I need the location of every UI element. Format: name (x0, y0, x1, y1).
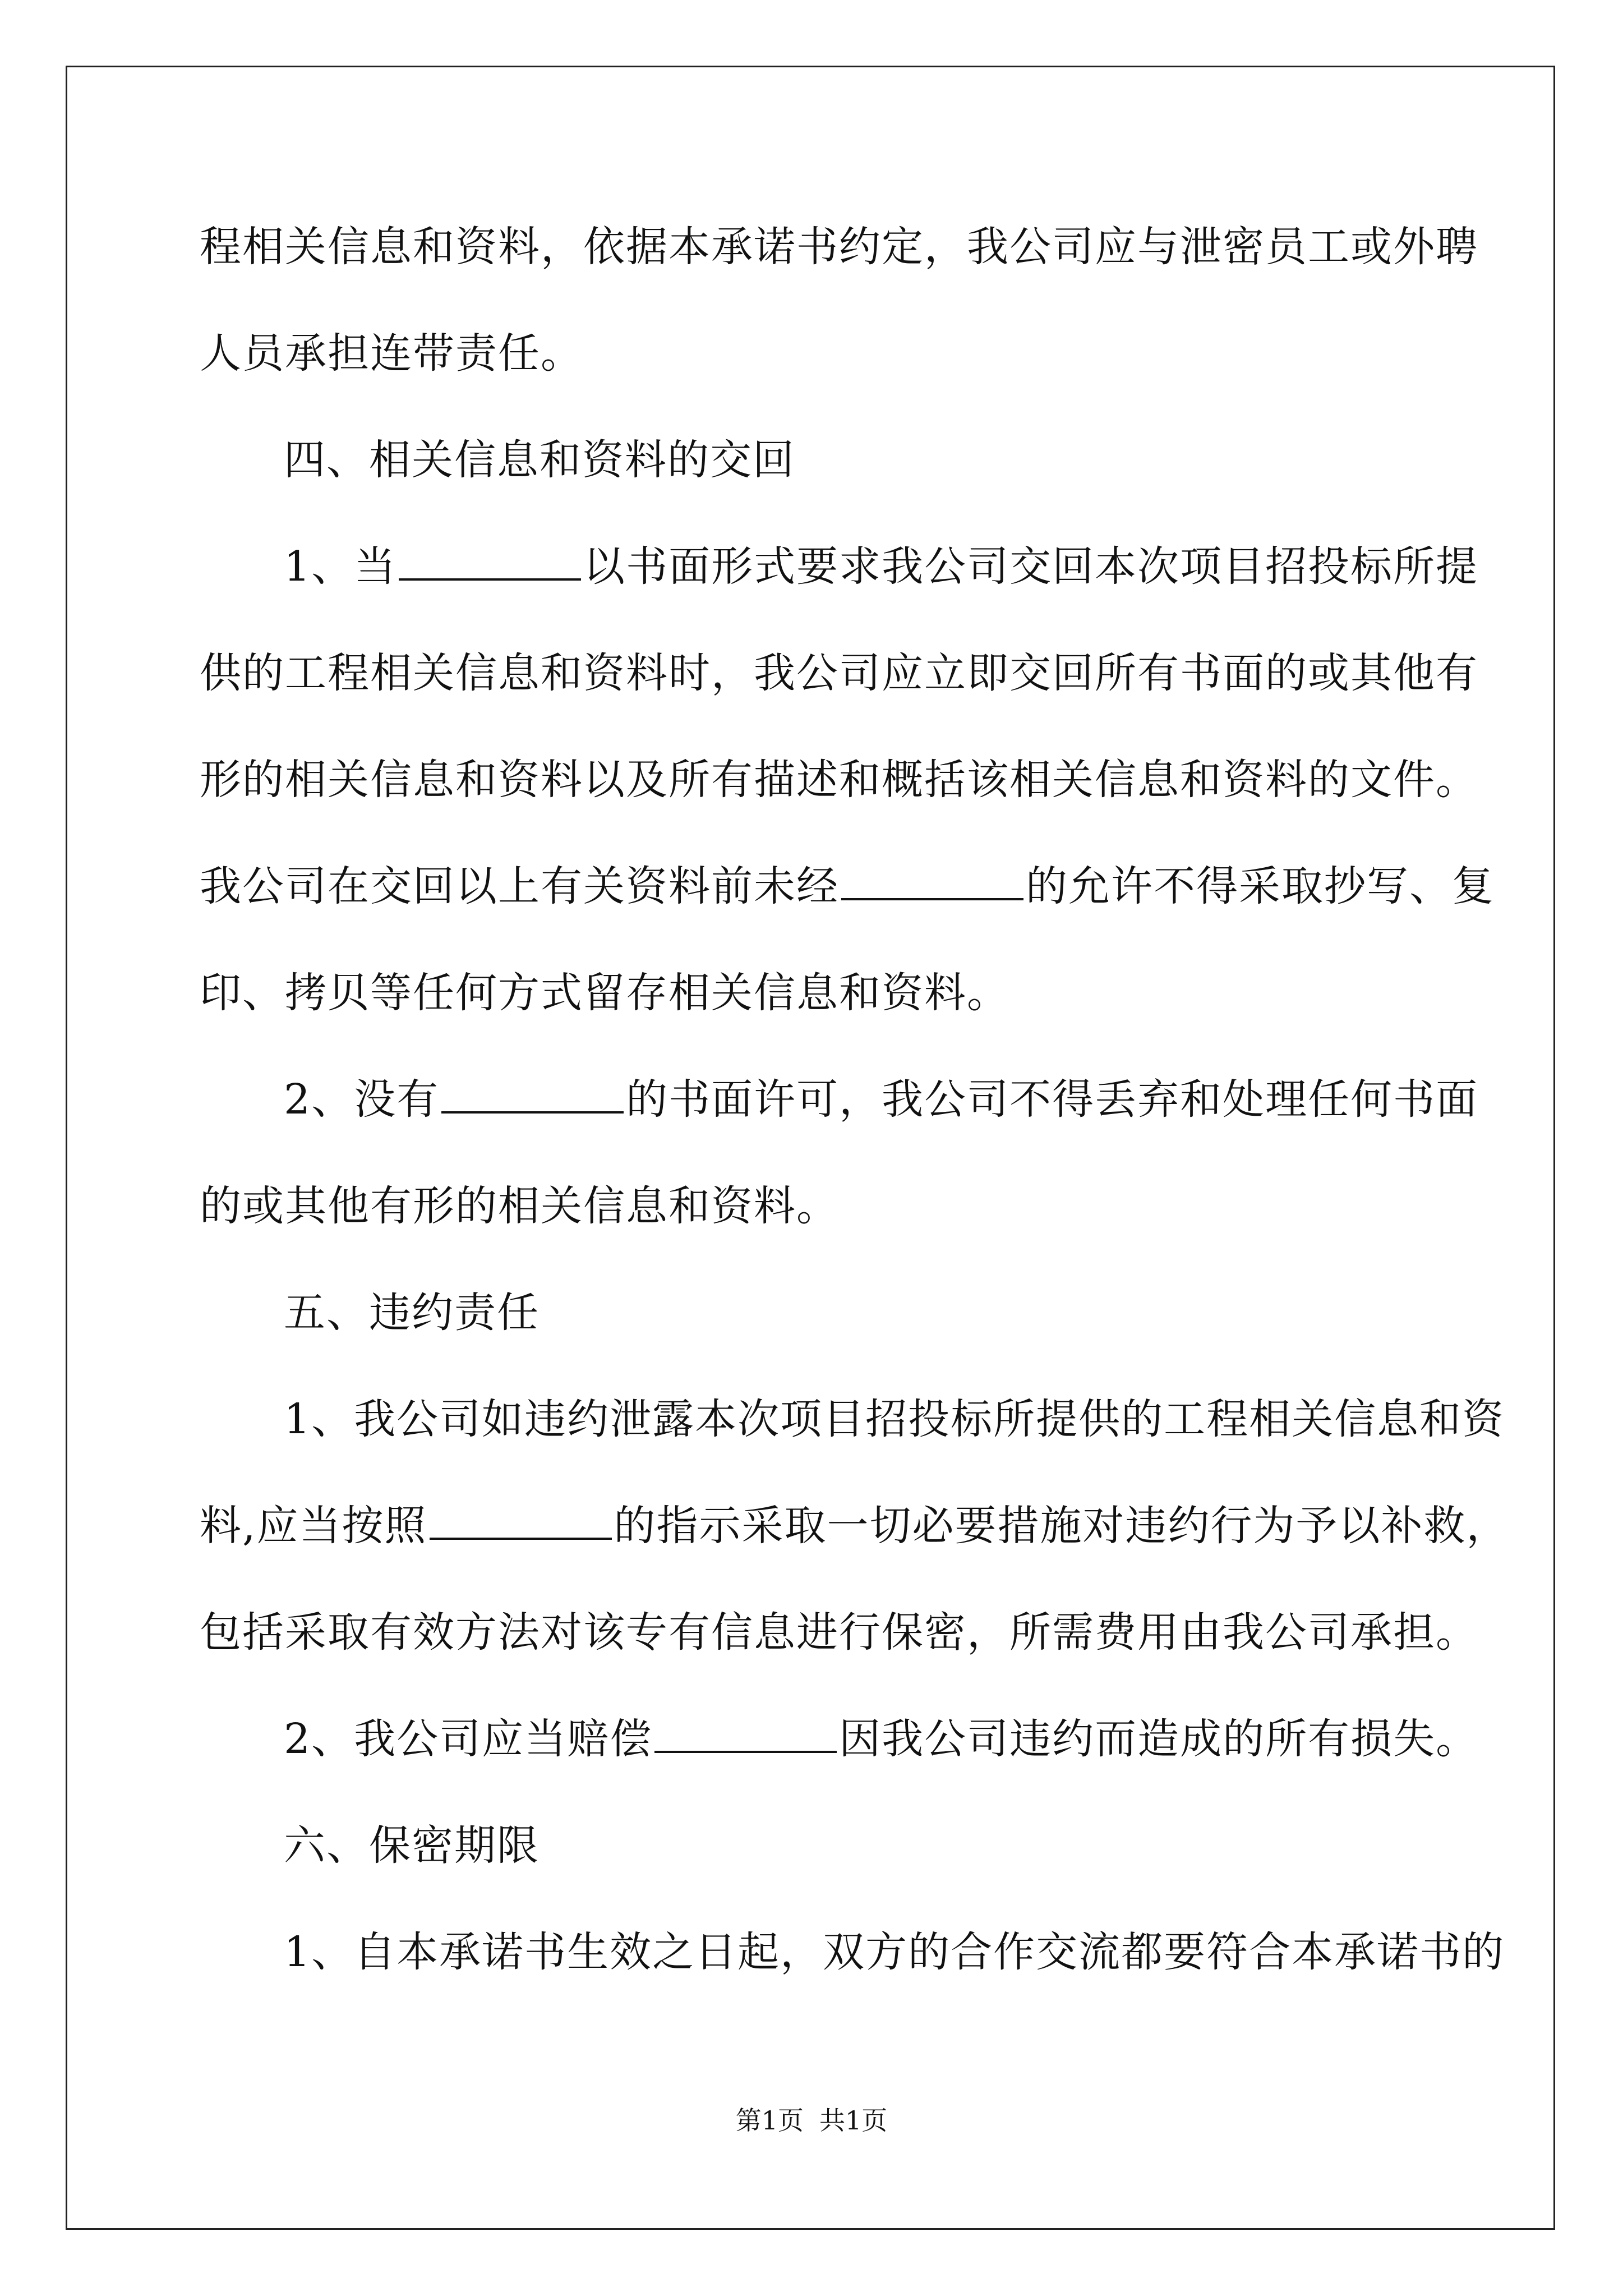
text-line: 我公司在交回以上有关资料前未经 的允许不得采取抄写、复 (200, 853, 1495, 920)
text-line: 2、我公司应当赔偿 因我公司违约而造成的所有损失。 (284, 1705, 1478, 1773)
text-line: 1、我公司如违约泄露本次项目招投标所提供的工程相关信息和资 (284, 1395, 1505, 1443)
page-number-current: 第1页 (735, 2105, 804, 2136)
section-heading: 六、保密期限 (284, 1821, 540, 1870)
page-border (66, 66, 1555, 2230)
fill-in-blank (430, 1496, 612, 1540)
text-line: 形的相关信息和资料以及所有描述和概括该相关信息和资料的文件。 (200, 756, 1478, 804)
text-line: 2、没有 的书面许可，我公司不得丢弃和处理任何书面 (284, 1066, 1478, 1133)
text-line: 供的工程相关信息和资料时，我公司应立即交回所有书面的或其他有 (200, 649, 1478, 697)
text-line: 1、自本承诺书生效之日起，双方的合作交流都要符合本承诺书的 (284, 1928, 1505, 1976)
fill-in-blank (654, 1709, 837, 1753)
text-line: 印、拷贝等任何方式留存相关信息和资料。 (200, 969, 1009, 1017)
section-heading: 四、相关信息和资料的交回 (284, 436, 795, 484)
text-line: 包括采取有效方法对该专有信息进行保密，所需费用由我公司承担。 (200, 1608, 1478, 1657)
text-line: 程相关信息和资料，依据本承诺书约定，我公司应与泄密员工或外聘 (200, 223, 1478, 271)
text-line: 1、当 以书面形式要求我公司交回本次项目招投标所提 (284, 533, 1478, 600)
text-line: 料,应当按照 的指示采取一切必要措施对违约行为予以补救， (200, 1492, 1509, 1559)
text-line: 人员承担连带责任。 (200, 329, 583, 378)
fill-in-blank (399, 537, 581, 581)
page-number-total: 共1页 (819, 2105, 888, 2136)
text-line: 的或其他有形的相关信息和资料。 (200, 1182, 839, 1230)
page-footer (0, 2104, 1623, 2137)
fill-in-blank (441, 1070, 624, 1114)
fill-in-blank (841, 857, 1023, 900)
section-heading: 五、违约责任 (284, 1289, 540, 1337)
